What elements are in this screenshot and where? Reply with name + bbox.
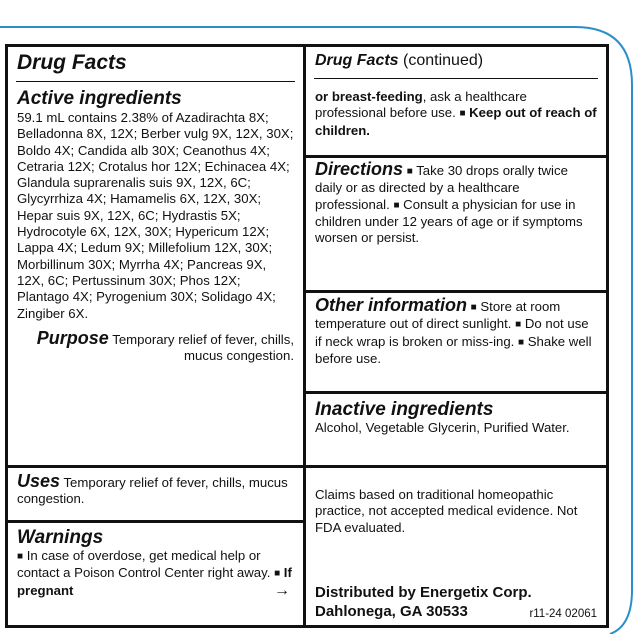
divider [8,465,303,468]
keep-out-of-reach: Keep out of reach of children [315,105,597,138]
label-code: r11-24 02061 [529,608,597,620]
purpose-text: Temporary relief of fever, chills, mucus congestion. [112,331,294,364]
active-ingredients-title: Active ingredients [17,88,182,109]
active-ingredients-section [8,88,303,364]
if-pregnant-text: If pregnant [17,565,292,598]
divider [314,78,598,79]
divider [306,465,606,468]
directions-title: Directions [315,159,404,179]
distributor-section [306,583,606,624]
divider [8,520,303,523]
inactive-ingredients-title: Inactive ingredients [315,399,494,420]
divider [306,155,606,158]
distributor-name: Distributed by Energetix Corp. [315,584,532,601]
other-information-section: Other information ■ Store at room temperature out of direct sunlight. ■ Do not use if neck wrap is broken or miss-ing. ■ Shake well before use. [315,295,592,366]
right-panel [306,44,609,628]
directions-section: Directions ■ Take 30 drops orally twice daily or as directed by a healthcare professional. ■ Consult a physician for use in children under 12 years of age or if symptoms worsen or persist. [315,159,583,246]
divider [306,391,606,394]
divider [306,290,606,293]
active-ingredients-text: 59.1 mL contains 2.38% of Azadirachta 8X; Belladonna 8X, 12X; Berber vulg 9X, 12X, 30X; Boldo 4X; Candida alb 30X; Ceanothus 4X; Cetraria 12X; Crotalus hor 12X; Echinacea 4X; Glandula suprarenalis suis 9X, 12X, 6C; Glycyrrhiza 4X; Hamamelis 6X, 12X, 30X; Hepar suis 9X, 12X, 6C; Hydrastis 5X; Hydrocotyle 6X, 12X, 30X; Hypericum 12X; Lappa 4X; Ledum 9X; Millefolium 12X, 30X; Morbillinum 30X; Myrrha 4X; Pancreas 9X, 12X, 6C; Pertussinum 30X; Phos 12X; Plantago 4X; Pyrogenium 30X; Solidago 4X; Zingiber 6X. [17,110,294,321]
distributor-address: Dahlonega, GA 30533 [315,603,468,620]
warnings-section: Warnings ■ In case of overdose, get medical help or contact a Poison Control Center right away. ■ If pregnant → [8,527,303,599]
uses-title: Uses [17,471,61,491]
continue-arrow-icon: → [274,581,290,599]
purpose-title: Purpose [36,327,109,348]
breastfeeding-section: or breast-feeding, ask a healthcare professional before use. ■ Keep out of reach of children. [315,89,597,138]
uses-text: Temporary relief of fever, chills, mucus congestion. [17,475,288,507]
inactive-ingredients-text: Alcohol, Vegetable Glycerin, Purified Water. [315,420,570,435]
claims-section [306,487,606,536]
warnings-title: Warnings [17,527,104,548]
drug-facts-continued-heading: Drug Facts (continued) [315,52,484,69]
claims-text: Claims based on traditional homeopathic practice, not accepted medical evidence. Not FDA evaluated. [315,487,578,535]
divider [16,81,295,82]
warnings-text: In case of overdose, get medical help or contact a Poison Control Center right away. [17,548,271,581]
inactive-ingredients-section [306,399,606,436]
left-panel [5,44,306,628]
drug-facts-heading: Drug Facts [17,51,127,74]
other-information-title: Other information [315,295,467,315]
bullet: ■ [17,551,24,562]
uses-section [8,473,303,508]
purpose-block [17,327,294,365]
